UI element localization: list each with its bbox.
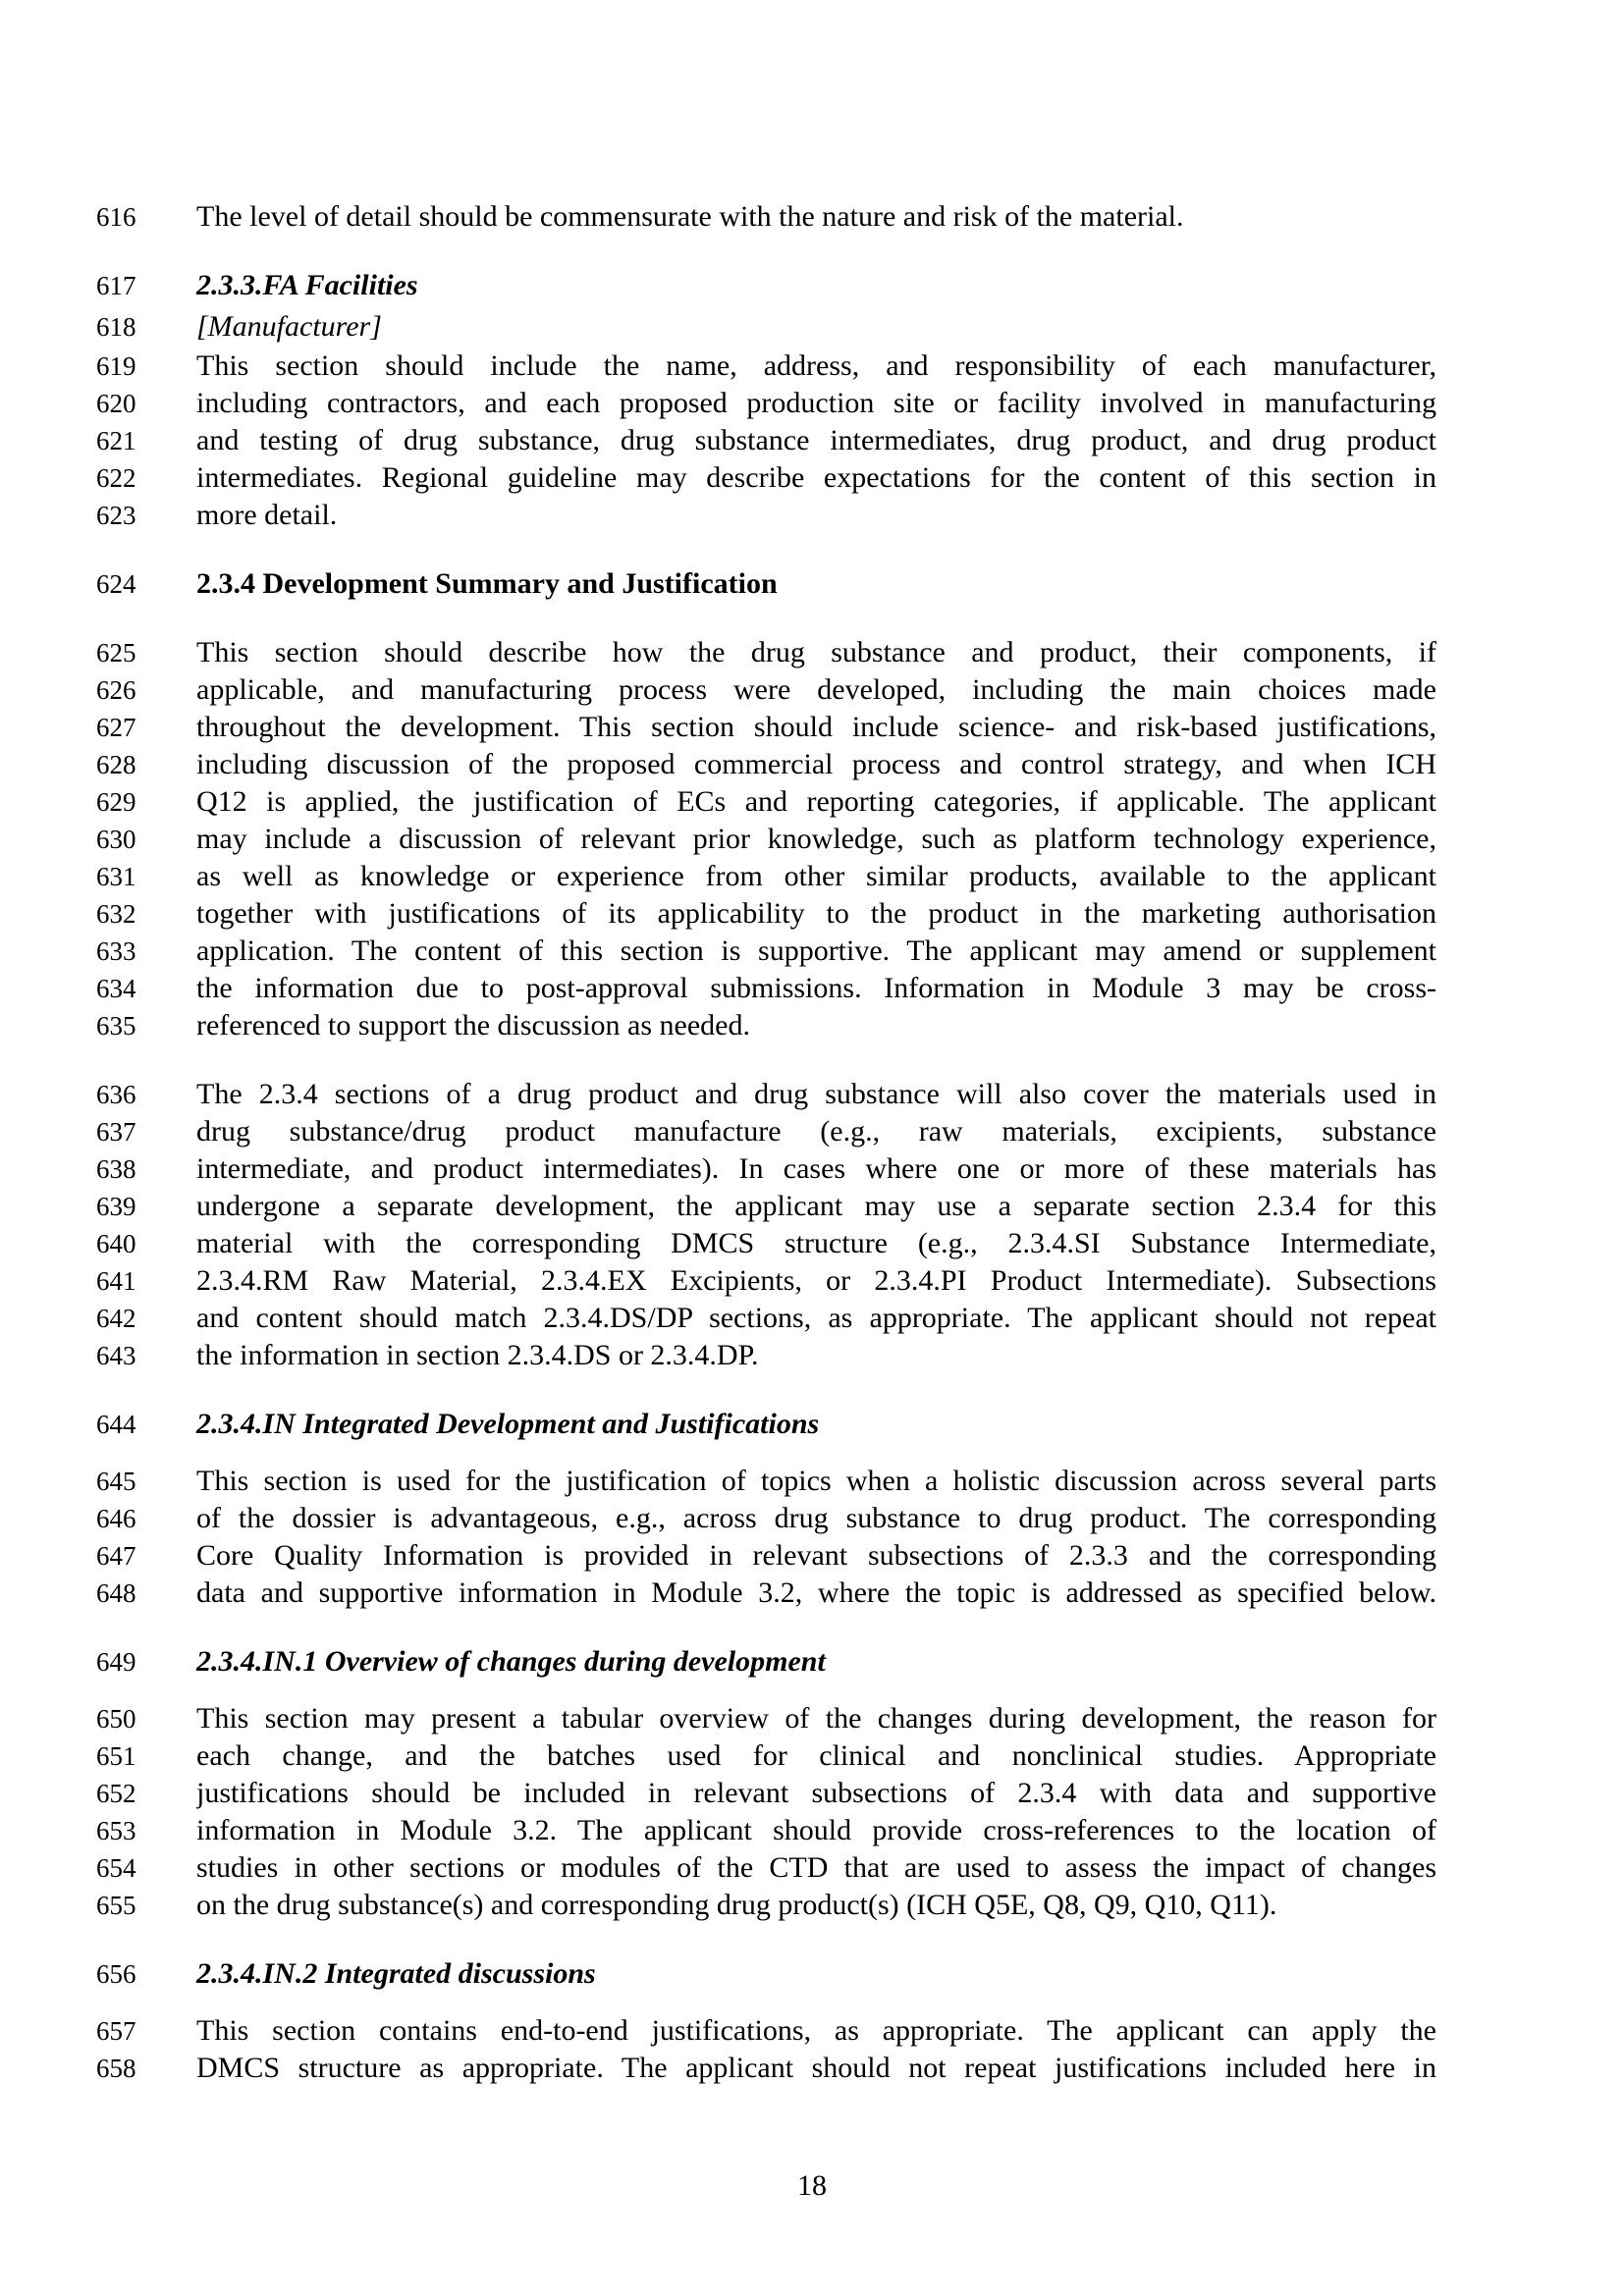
body-text: the information in section 2.3.4.DS or 2.3.4.DP.	[196, 1339, 759, 1371]
body-text: This section contains end-to-end justifications, as appropriate. The applicant can apply the	[196, 2014, 1436, 2047]
text-line	[0, 1188, 1624, 1225]
line-number: 623	[96, 501, 136, 530]
section-heading: 2.3.4.IN Integrated Development and Justifications	[196, 1408, 820, 1440]
line-number: 643	[96, 1341, 136, 1370]
text-line	[0, 1700, 1624, 1737]
line-number: 628	[96, 750, 136, 779]
text-line	[0, 1337, 1624, 1374]
text-line	[0, 1887, 1624, 1924]
line-number: 647	[96, 1541, 136, 1571]
text-line	[0, 459, 1624, 497]
text-line	[0, 933, 1624, 970]
text-line	[0, 1849, 1624, 1887]
text-line	[0, 385, 1624, 422]
body-text: each change, and the batches used for clinical and nonclinical studies. Appropriate	[196, 1739, 1436, 1772]
body-text: the information due to post-approval submissions. Information in Module 3 may be cross-	[196, 972, 1436, 1004]
body-text: This section may present a tabular overview of the changes during development, the reason for	[196, 1702, 1436, 1735]
line-number: 641	[96, 1266, 136, 1296]
body-text: application. The content of this section is supportive. The applicant may amend or supplement	[196, 934, 1436, 967]
section-heading: [Manufacturer]	[196, 310, 382, 343]
line-number: 616	[96, 202, 136, 232]
body-text: together with justifications of its applicability to the product in the marketing authorisation	[196, 897, 1436, 930]
text-line	[0, 709, 1624, 746]
line-number: 631	[96, 862, 136, 891]
text-line	[0, 783, 1624, 821]
text-line	[0, 1406, 1624, 1443]
text-line	[0, 1500, 1624, 1537]
line-number: 620	[96, 389, 136, 418]
body-text: drug substance/drug product manufacture (e.g., raw materials, excipients, substance	[196, 1115, 1436, 1148]
text-line	[0, 1007, 1624, 1044]
text-line	[0, 634, 1624, 671]
line-number: 618	[96, 312, 136, 342]
text-line	[0, 1300, 1624, 1337]
line-number: 654	[96, 1853, 136, 1883]
body-text: applicable, and manufacturing process were developed, including the main choices made	[196, 673, 1436, 706]
line-number: 653	[96, 1816, 136, 1845]
section-heading: 2.3.3.FA Facilities	[196, 269, 418, 301]
line-number: 638	[96, 1154, 136, 1184]
body-text: may include a discussion of relevant prior knowledge, such as platform technology experience,	[196, 823, 1436, 855]
body-text: 2.3.4.RM Raw Material, 2.3.4.EX Excipients, or 2.3.4.PI Product Intermediate). Subsections	[196, 1264, 1436, 1297]
line-number: 657	[96, 2016, 136, 2046]
text-line	[0, 198, 1624, 236]
text-line	[0, 895, 1624, 933]
body-text: and testing of drug substance, drug substance intermediates, drug product, and drug product	[196, 424, 1436, 456]
text-line	[0, 308, 1624, 346]
text-line	[0, 1537, 1624, 1575]
body-text: DMCS structure as appropriate. The applicant should not repeat justifications included here in	[196, 2052, 1436, 2084]
text-line	[0, 347, 1624, 385]
body-text: more detail.	[196, 499, 338, 531]
line-number: 619	[96, 351, 136, 381]
line-number: 640	[96, 1229, 136, 1258]
text-line	[0, 858, 1624, 895]
line-number: 634	[96, 974, 136, 1003]
body-text: referenced to support the discussion as needed.	[196, 1009, 750, 1041]
body-text: The level of detail should be commensurate with the nature and risk of the material.	[196, 200, 1184, 233]
text-line	[0, 497, 1624, 534]
line-number: 655	[96, 1891, 136, 1920]
line-number: 627	[96, 713, 136, 742]
text-line	[0, 2012, 1624, 2050]
body-text: throughout the development. This section should include science- and risk-based justifications,	[196, 711, 1436, 743]
body-text: of the dossier is advantageous, e.g., across drug substance to drug product. The corresponding	[196, 1502, 1436, 1534]
line-number: 658	[96, 2054, 136, 2083]
body-text: undergone a separate development, the applicant may use a separate section 2.3.4 for this	[196, 1190, 1436, 1222]
body-text: justifications should be included in relevant subsections of 2.3.4 with data and supportive	[196, 1777, 1436, 1809]
text-line	[0, 970, 1624, 1007]
section-heading: 2.3.4.IN.2 Integrated discussions	[196, 1957, 596, 1990]
line-number: 651	[96, 1741, 136, 1771]
text-line	[0, 1113, 1624, 1150]
body-text: information in Module 3.2. The applicant should provide cross-references to the location of	[196, 1814, 1436, 1846]
text-line	[0, 267, 1624, 304]
text-line	[0, 746, 1624, 783]
body-text: and content should match 2.3.4.DS/DP sections, as appropriate. The applicant should not repeat	[196, 1302, 1436, 1334]
line-number: 635	[96, 1011, 136, 1041]
line-number: 625	[96, 638, 136, 667]
line-number: 622	[96, 463, 136, 493]
body-text: on the drug substance(s) and corresponding drug product(s) (ICH Q5E, Q8, Q9, Q10, Q11).	[196, 1889, 1277, 1921]
text-line	[0, 1262, 1624, 1300]
line-number: 636	[96, 1080, 136, 1109]
line-number: 621	[96, 426, 136, 455]
text-line	[0, 1463, 1624, 1500]
body-text: data and supportive information in Module 3.2, where the topic is addressed as specified below.	[196, 1576, 1436, 1609]
line-number: 642	[96, 1304, 136, 1333]
line-number: 649	[96, 1647, 136, 1677]
body-text: This section should include the name, address, and responsibility of each manufacturer,	[196, 349, 1436, 382]
body-text: as well as knowledge or experience from other similar products, available to the applicant	[196, 860, 1436, 892]
line-number: 648	[96, 1578, 136, 1608]
line-number: 630	[96, 825, 136, 854]
text-line	[0, 1076, 1624, 1113]
line-number: 617	[96, 271, 136, 300]
text-line	[0, 1812, 1624, 1849]
line-number: 646	[96, 1504, 136, 1533]
body-text: Q12 is applied, the justification of ECs and reporting categories, if applicable. The applicant	[196, 785, 1436, 818]
line-number: 656	[96, 1959, 136, 1989]
body-text: Core Quality Information is provided in relevant subsections of 2.3.3 and the corresponding	[196, 1539, 1436, 1572]
body-text: studies in other sections or modules of the CTD that are used to assess the impact of changes	[196, 1851, 1436, 1884]
page-number: 18	[797, 2169, 827, 2202]
line-number: 632	[96, 899, 136, 929]
line-number: 637	[96, 1117, 136, 1147]
line-number: 624	[96, 569, 136, 599]
section-heading: 2.3.4 Development Summary and Justification	[196, 567, 778, 600]
text-line	[0, 1643, 1624, 1681]
body-text: This section is used for the justification of topics when a holistic discussion across several parts	[196, 1465, 1436, 1497]
line-number: 629	[96, 787, 136, 817]
text-line	[0, 2050, 1624, 2087]
text-line	[0, 1150, 1624, 1188]
text-line	[0, 671, 1624, 709]
text-line	[0, 1955, 1624, 1993]
section-heading: 2.3.4.IN.1 Overview of changes during development	[196, 1645, 826, 1678]
line-number: 644	[96, 1410, 136, 1439]
text-line	[0, 821, 1624, 858]
body-text: including contractors, and each proposed production site or facility involved in manufacturing	[196, 387, 1436, 419]
body-text: material with the corresponding DMCS structure (e.g., 2.3.4.SI Substance Intermediate,	[196, 1227, 1436, 1259]
text-line	[0, 1775, 1624, 1812]
body-text: intermediates. Regional guideline may describe expectations for the content of this section in	[196, 461, 1436, 494]
text-line	[0, 422, 1624, 459]
text-line	[0, 1225, 1624, 1262]
body-text: including discussion of the proposed commercial process and control strategy, and when ICH	[196, 748, 1436, 780]
body-text: The 2.3.4 sections of a drug product and drug substance will also cover the materials used in	[196, 1078, 1436, 1110]
line-number: 633	[96, 936, 136, 966]
text-line	[0, 1737, 1624, 1775]
line-number: 645	[96, 1467, 136, 1496]
text-line	[0, 565, 1624, 603]
body-text: This section should describe how the drug substance and product, their components, if	[196, 636, 1436, 668]
line-number: 626	[96, 675, 136, 705]
line-number: 639	[96, 1192, 136, 1221]
line-number: 650	[96, 1704, 136, 1734]
body-text: intermediate, and product intermediates). In cases where one or more of these materials has	[196, 1152, 1436, 1185]
line-number: 652	[96, 1779, 136, 1808]
text-line	[0, 1575, 1624, 1612]
